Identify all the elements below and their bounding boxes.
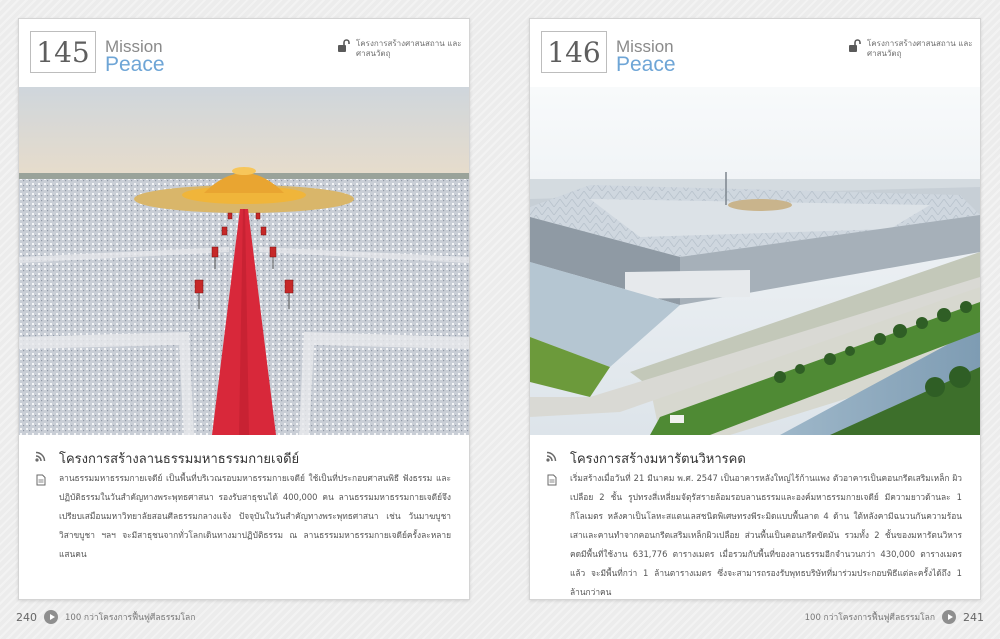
footer-page-number: 241: [963, 610, 984, 624]
mission-label: Mission: [616, 37, 674, 56]
category-label: โครงการสร้างศาสนสถาน และศาสนวัตถุ: [867, 39, 973, 58]
rss-icon: [546, 451, 557, 462]
photo-dhammakaya-cetiya-ceremony: [19, 87, 469, 435]
mission-label: Mission: [105, 37, 163, 56]
peace-label: Peace: [616, 53, 676, 76]
footer-page-number: 240: [16, 610, 37, 624]
right-page: [529, 18, 981, 600]
category-label: โครงการสร้างศาสนสถาน และศาสนวัตถุ: [356, 39, 462, 58]
open-lock-icon: [848, 39, 862, 53]
section-title: โครงการสร้างมหารัตนวิหารคด: [570, 452, 746, 467]
peace-label: Peace: [105, 53, 165, 76]
document-icon: [547, 474, 557, 486]
page-number-badge: 146: [541, 31, 607, 73]
open-lock-icon: [337, 39, 351, 53]
section-title: โครงการสร้างลานธรรมมหาธรรมกายเจดีย์: [59, 452, 300, 467]
play-icon: [44, 610, 58, 624]
footer-left: [16, 609, 195, 625]
play-icon: [942, 610, 956, 624]
rss-icon: [35, 451, 46, 462]
left-page: [18, 18, 470, 600]
footer-right: [805, 609, 984, 625]
photo-maha-ratana-cloister: [530, 87, 980, 435]
section-body: เริ่มสร้างเมื่อวันที่ 21 มีนาคม พ.ศ. 2547 เป็นอาคารหลังใหญ่ไร้ก้านแพง ตัวอาคารเป็นคอนกรีตเสริมเหล็ก ผิวเปลือย 2 ชั้น รูปทรงสี่เหลี่ยมจัตุรัสรายล้อมรอบลานธรรมและองค์มหาธรรมกายเจดีย์ มีความยาวด้านละ 1 กิโลเมตร หลังคาเป็นโลหะสแตนเลสชนิดพิเศษทรงพีระมิดแบบพื้นลาด 4 ด้าน ใต้หลังคามีฉนวนกันความร้อน เสาและคานทำจากคอนกรีตเสริมเหล็กผิวเปลือย ส่วนพื้นเป็นคอนกรีตขัดมัน รวมทั้ง 2 ชั้นของมหารัตนวิหารคดมีพื้นที่ใช้งาน 631,776 ตารางเมตร เมื่อรวมกับพื้นที่ของลานธรรมอีกจำนวนกว่า 430,000 ตารางเมตรแล้ว จะมีพื้นที่กว่า 1 ล้านตารางเมตร ซึ่งจะสามารถรองรับพุทธบริษัทที่มาร่วมประกอบพิธีแต่ละครั้งได้ถึง 1 ล้านกว่าคน: [570, 473, 962, 597]
footer-book-title: 100 กว่าโครงการฟื้นฟูศีลธรรมโลก: [804, 613, 935, 623]
document-icon: [36, 474, 46, 486]
footer-book-title: 100 กว่าโครงการฟื้นฟูศีลธรรมโลก: [65, 613, 196, 623]
page-number-badge: 145: [30, 31, 96, 73]
section-body: ลานธรรมมหาธรรมกายเจดีย์ เป็นพื้นที่บริเวณรอบมหาธรรมกายเจดีย์ ใช้เป็นที่ประกอบศาสนพิธี ฟังธรรม และปฏิบัติธรรมในวันสำคัญทางพระพุทธศาสนา รองรับสาธุชนได้ 400,000 คน ลานธรรมมหาธรรมกายเจดีย์จึงเปรียบเสมือนมหาวิทยาลัยสอนศีลธรรมกลางแจ้ง ปัจจุบันในวันสำคัญทางพระพุทธศาสนา เช่น วันมาฆบูชา วิสาขบูชา ฯลฯ จะมีสาธุชนจากทั่วโลกเดินทางมาปฏิบัติธรรม ณ ลานธรรมมหาธรรมกายเจดีย์ครั้งละหลายแสนคน: [59, 473, 451, 559]
